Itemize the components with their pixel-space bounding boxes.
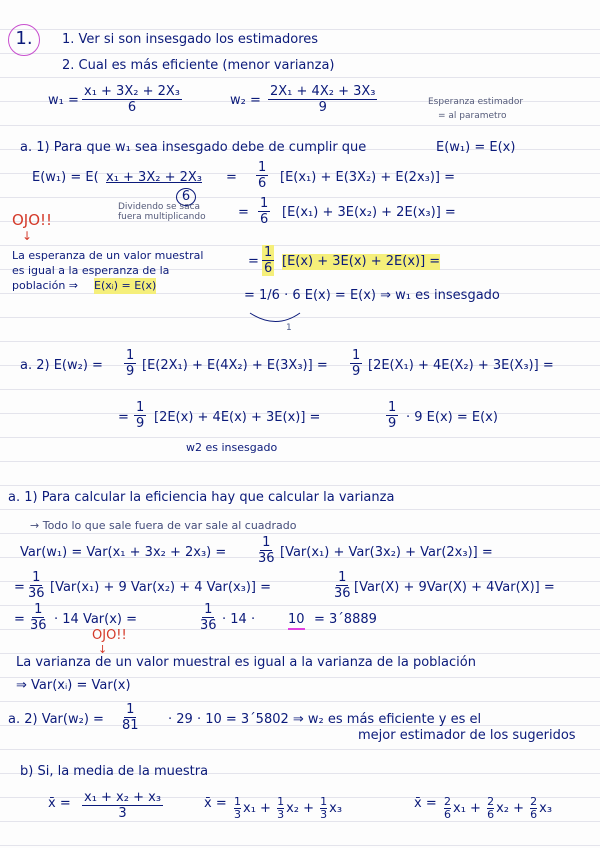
b-intro: b) Si, la media de la muestra: [20, 764, 209, 779]
a3-frac-d-den: 36: [30, 618, 47, 633]
ojo-note-1: OJO!!: [12, 211, 53, 229]
a2-frac-c-num: 1: [136, 400, 145, 415]
a4-frac-num: 1: [126, 702, 135, 717]
a1-row2-equals: =: [238, 205, 249, 220]
xbar2-term-4-num: 1: [320, 795, 328, 808]
a2-row2-mid: [2E(x) + 4E(x) + 3E(x)] =: [154, 410, 321, 425]
a2-row2-equals: =: [118, 410, 129, 425]
a2-frac-d-den: 9: [388, 416, 397, 431]
b-xbar1-den: 3: [118, 806, 127, 821]
ojo-note-2: OJO!!: [92, 628, 127, 643]
xbar2-term-0-den: 3: [234, 808, 241, 821]
w2-label: w₂ =: [230, 93, 261, 108]
a3-frac-b-den: 36: [28, 586, 45, 601]
xbar2-term-4-den: 3: [320, 808, 328, 821]
a2-row1-lhs: a. 2) E(w₂) =: [20, 358, 103, 373]
b-xbar3-lhs: x̄ =: [414, 796, 437, 811]
xbar3-term-1: x₁ +: [453, 801, 486, 816]
a1-cancel-brace: [250, 313, 300, 322]
a3-explain-2: ⇒ Var(xᵢ) = Var(x): [16, 678, 131, 693]
a3-row2-rhs-a: [Var(x₁) + 9 Var(x₂) + 4 Var(x₃)] =: [50, 580, 272, 595]
xbar2-term-2-num: 1: [277, 795, 285, 808]
a1-condition: E(w₁) = E(x): [436, 140, 516, 155]
a2-frac-d-num: 1: [388, 400, 397, 415]
a1-row1-lhs: E(w₁) = E(: [32, 170, 99, 185]
a1-row4: = 1/6 · 6 E(x) = E(x) ⇒ w₁ es insesgado: [244, 288, 500, 303]
xbar3-term-2-den: 6: [487, 808, 495, 821]
a1-row3-equals: =: [248, 254, 259, 269]
note-esperanza-2: = al parametro: [438, 111, 507, 121]
a1-row3-frac-den: 6: [264, 261, 273, 276]
task-2-text: 2. Cual es más eficiente (menor varianza): [62, 58, 335, 73]
a1-row3-frac-num: 1: [264, 245, 273, 260]
a3-row2-equals: =: [14, 580, 25, 595]
xbar3-term-0-den: 6: [444, 808, 451, 821]
a1-row1-numerator: x₁ + 3X₂ + 2X₃: [106, 170, 202, 185]
xbar2-term-0-num: 1: [234, 795, 241, 808]
xbar3-term-3: x₂ +: [496, 801, 529, 816]
a1-row4-sub: 1: [286, 323, 292, 333]
a3-row1-lhs: Var(w₁) = Var(x₁ + 3x₂ + 2x₃) =: [20, 545, 227, 560]
a3-row1-rhs: [Var(x₁) + Var(3x₂) + Var(2x₃)] =: [280, 545, 493, 560]
xbar2-term-3: x₂ +: [286, 801, 319, 816]
a2-row2-rhs: · 9 E(x) = E(x): [406, 410, 498, 425]
note-esperanza-1: Esperanza estimador: [428, 97, 524, 107]
a1-row2-frac-num: 1: [260, 196, 269, 211]
xbar2-term-2-den: 3: [277, 808, 285, 821]
a3-row3-ten: 10: [288, 612, 305, 630]
xbar3-term-4-den: 6: [530, 808, 538, 821]
a4-frac-den: 81: [122, 718, 139, 733]
xbar3-term-0-num: 2: [444, 795, 451, 808]
a3-frac-c-den: 36: [334, 586, 351, 601]
a2-conclusion: w2 es insesgado: [186, 441, 278, 454]
a3-row3-equals: =: [14, 612, 25, 627]
ojo-arrow-1: ↓: [22, 229, 33, 243]
a2-frac-a-den: 9: [126, 364, 135, 379]
w2-numerator: 2X₁ + 4X₂ + 3X₃: [270, 84, 376, 99]
a3-intro: a. 1) Para calcular la eficiencia hay que calcular la varianza: [8, 490, 395, 505]
a3-frac-e-num: 1: [204, 602, 213, 617]
a1-circled-six: 6: [176, 188, 196, 206]
a2-frac-b-den: 9: [352, 364, 361, 379]
a1-row3-rhs: [E(x) + 3E(x) + 2E(x)] =: [282, 254, 441, 269]
xbar3-term-2-num: 2: [487, 795, 495, 808]
ojo-arrow-2: ↓: [98, 643, 108, 656]
a3-row2-rhs-b: [Var(X) + 9Var(X) + 4Var(X)] =: [354, 580, 555, 595]
a2-row1-mid: [E(2X₁) + E(4X₂) + E(3X₃)] =: [142, 358, 328, 373]
a3-frac-d-num: 1: [34, 602, 43, 617]
a1-row1-equals: =: [226, 170, 237, 185]
a4-rhs: · 29 · 10 = 3´5802 ⇒ w₂ es más eficiente y es el: [168, 712, 482, 727]
a1-explain-2: es igual a la esperanza de la: [12, 264, 170, 277]
b-xbar1-num: x₁ + x₂ + x₃: [84, 790, 162, 805]
xbar2-term-5: x₃: [329, 801, 343, 816]
a3-frac-a-den: 36: [258, 551, 275, 566]
a1-row1-frac-num: 1: [258, 160, 267, 175]
a1-row1-rhs: [E(x₁) + E(3X₂) + E(2x₃)] =: [280, 170, 456, 185]
a2-frac-c-den: 9: [136, 416, 145, 431]
w1-denominator: 6: [127, 100, 137, 115]
note-circle-2: fuera multiplicando: [118, 212, 206, 222]
a3-row3-mid: · 14 Var(x) =: [54, 612, 137, 627]
a3-row3-result: = 3´8889: [314, 612, 377, 627]
a3-frac-e-den: 36: [200, 618, 217, 633]
w1-numerator: x₁ + 3X₂ + 2X₃: [84, 84, 180, 99]
a1-row1-frac-den: 6: [258, 176, 267, 191]
a3-frac-b-num: 1: [32, 570, 41, 585]
note-circle-1: Dividendo se saca: [118, 202, 201, 212]
a3-note: → Todo lo que sale fuera de var sale al cuadrado: [30, 519, 297, 532]
xbar3-term-5: x₃: [539, 801, 553, 816]
spacer-stroke: [256, 217, 296, 222]
a4-lhs: a. 2) Var(w₂) =: [8, 712, 104, 727]
exercise-number-badge: 1.: [8, 24, 40, 56]
task-1-text: 1. Ver si son insesgado los estimadores: [62, 32, 319, 47]
b-xbar1-lhs: x̄ =: [48, 796, 71, 811]
a2-frac-a-num: 1: [126, 348, 135, 363]
a2-frac-b-num: 1: [352, 348, 361, 363]
b-xbar2-lhs: x̄ =: [204, 796, 227, 811]
xbar3-term-4-num: 2: [530, 795, 538, 808]
a1-row2-rhs: [E(x₁) + 3E(x₂) + 2E(x₃)] =: [282, 205, 456, 220]
a1-intro: a. 1) Para que w₁ sea insesgado debe de cumplir que: [20, 140, 367, 155]
a1-explain-1: La esperanza de un valor muestral: [12, 249, 204, 262]
a3-explain-1: La varianza de un valor muestral es igual a la varianza de la población: [16, 655, 476, 670]
a3-frac-a-num: 1: [262, 535, 271, 550]
a1-row2-frac-den: 6: [260, 212, 269, 227]
a1-explain-3: población ⇒: [12, 279, 79, 292]
w1-label: w₁ =: [48, 93, 79, 108]
a3-frac-c-num: 1: [338, 570, 347, 585]
xbar2-term-1: x₁ +: [243, 801, 276, 816]
a4-rhs-2: mejor estimador de los sugeridos: [358, 728, 576, 743]
w2-denominator: 9: [318, 100, 327, 115]
a3-row3-rhs: · 14 ·: [222, 612, 256, 627]
a2-row1-rhs: [2E(X₁) + 4E(X₂) + 3E(X₃)] =: [368, 358, 554, 373]
a1-explain-3-highlight: E(xᵢ) = E(x): [94, 279, 157, 292]
